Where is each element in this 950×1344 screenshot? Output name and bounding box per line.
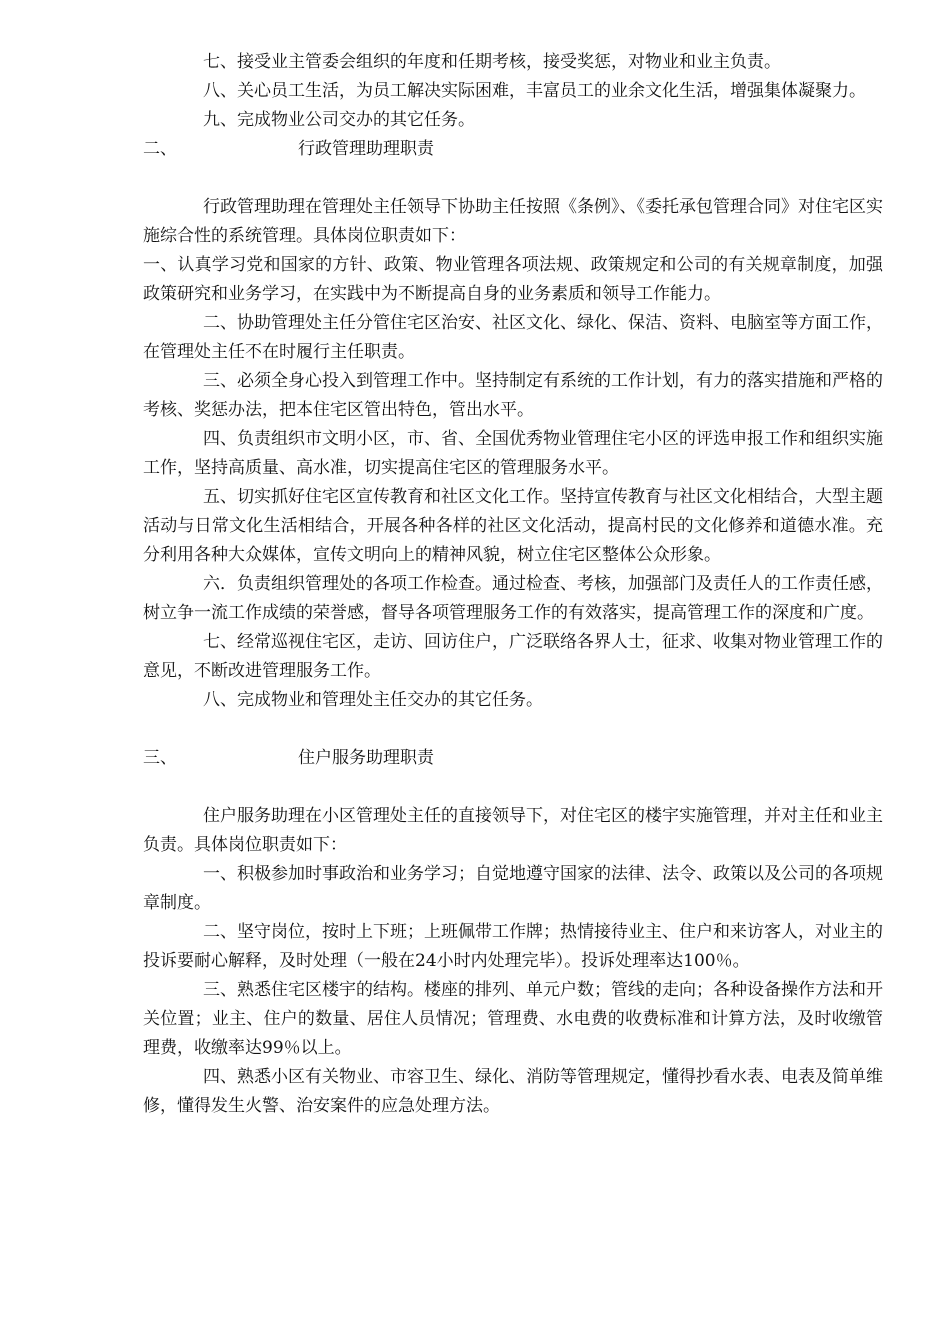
paragraph: 八、关心员工生活，为员工解决实际困难，丰富员工的业余文化生活，增强集体凝聚力。: [203, 81, 866, 101]
paragraph: 三、熟悉住宅区楼宇的结构。楼座的排列、单元户数；管线的走向；各种设备操作方法和开关位置；业主、住户的数量、居住人员情况；管理费、水电费的收费标准和计算方法，及时收缴管理费，收缴率达99％以上。: [143, 980, 883, 1058]
paragraph: 四、负责组织市文明小区，市、省、全国优秀物业管理住宅小区的评选申报工作和组织实施工作，坚持高质量、高水准，切实提高住宅区的管理服务水平。: [143, 429, 883, 478]
section-title: 行政管理助理职责: [298, 139, 434, 159]
paragraph: 七、经常巡视住宅区，走访、回访住户，广泛联络各界人士，征求、收集对物业管理工作的意见，不断改进管理服务工作。: [143, 632, 883, 681]
paragraph: 五、切实抓好住宅区宣传教育和社区文化工作。坚持宣传教育与社区文化相结合，大型主题活动与日常文化生活相结合，开展各种各样的社区文化活动，提高村民的文化修养和道德水准。充分利用各种大众媒体，宣传文明向上的精神风貌，树立住宅区整体公众形象。: [143, 487, 883, 565]
paragraph: 八、完成物业和管理处主任交办的其它任务。: [203, 690, 543, 710]
paragraph: 九、完成物业公司交办的其它任务。: [203, 110, 475, 130]
paragraph: 一、积极参加时事政治和业务学习；自觉地遵守国家的法律、法令、政策以及公司的各项规章制度。: [143, 864, 883, 913]
paragraph: 一、认真学习党和国家的方针、政策、物业管理各项法规、政策规定和公司的有关规章制度，加强政策研究和业务学习，在实践中为不断提高自身的业务素质和领导工作能力。: [143, 255, 883, 304]
section-number: 三、: [143, 748, 177, 768]
paragraph: 七、接受业主管委会组织的年度和任期考核，接受奖惩，对物业和业主负责。: [203, 52, 781, 72]
document-page: [143, 48, 883, 1121]
paragraph: 二、协助管理处主任分管住宅区治安、社区文化、绿化、保洁、资料、电脑室等方面工作，在管理处主任不在时履行主任职责。: [143, 313, 883, 362]
paragraph: 二、坚守岗位，按时上下班；上班佩带工作牌；热情接待业主、住户和来访客人，对业主的投诉要耐心解释，及时处理（一般在24小时内处理完毕）。投诉处理率达100％。: [143, 922, 883, 971]
section-intro: 住户服务助理在小区管理处主任的直接领导下，对住宅区的楼宇实施管理，并对主任和业主负责。具体岗位职责如下：: [143, 806, 883, 855]
paragraph: 三、必须全身心投入到管理工作中。坚持制定有系统的工作计划，有力的落实措施和严格的考核、奖惩办法，把本住宅区管出特色，管出水平。: [143, 371, 883, 420]
section-intro: 行政管理助理在管理处主任领导下协助主任按照《条例》、《委托承包管理合同》对住宅区实施综合性的系统管理。具体岗位职责如下：: [143, 197, 883, 246]
paragraph: 六．负责组织管理处的各项工作检查。通过检查、考核，加强部门及责任人的工作责任感，树立争一流工作成绩的荣誉感，督导各项管理服务工作的有效落实，提高管理工作的深度和广度。: [143, 574, 883, 623]
section-title: 住户服务助理职责: [298, 748, 434, 768]
section-number: 二、: [143, 139, 177, 159]
paragraph: 四、熟悉小区有关物业、市容卫生、绿化、消防等管理规定，懂得抄看水表、电表及简单维修，懂得发生火警、治安案件的应急处理方法。: [143, 1067, 883, 1116]
section-heading: [143, 744, 883, 773]
section-heading: [143, 135, 883, 164]
